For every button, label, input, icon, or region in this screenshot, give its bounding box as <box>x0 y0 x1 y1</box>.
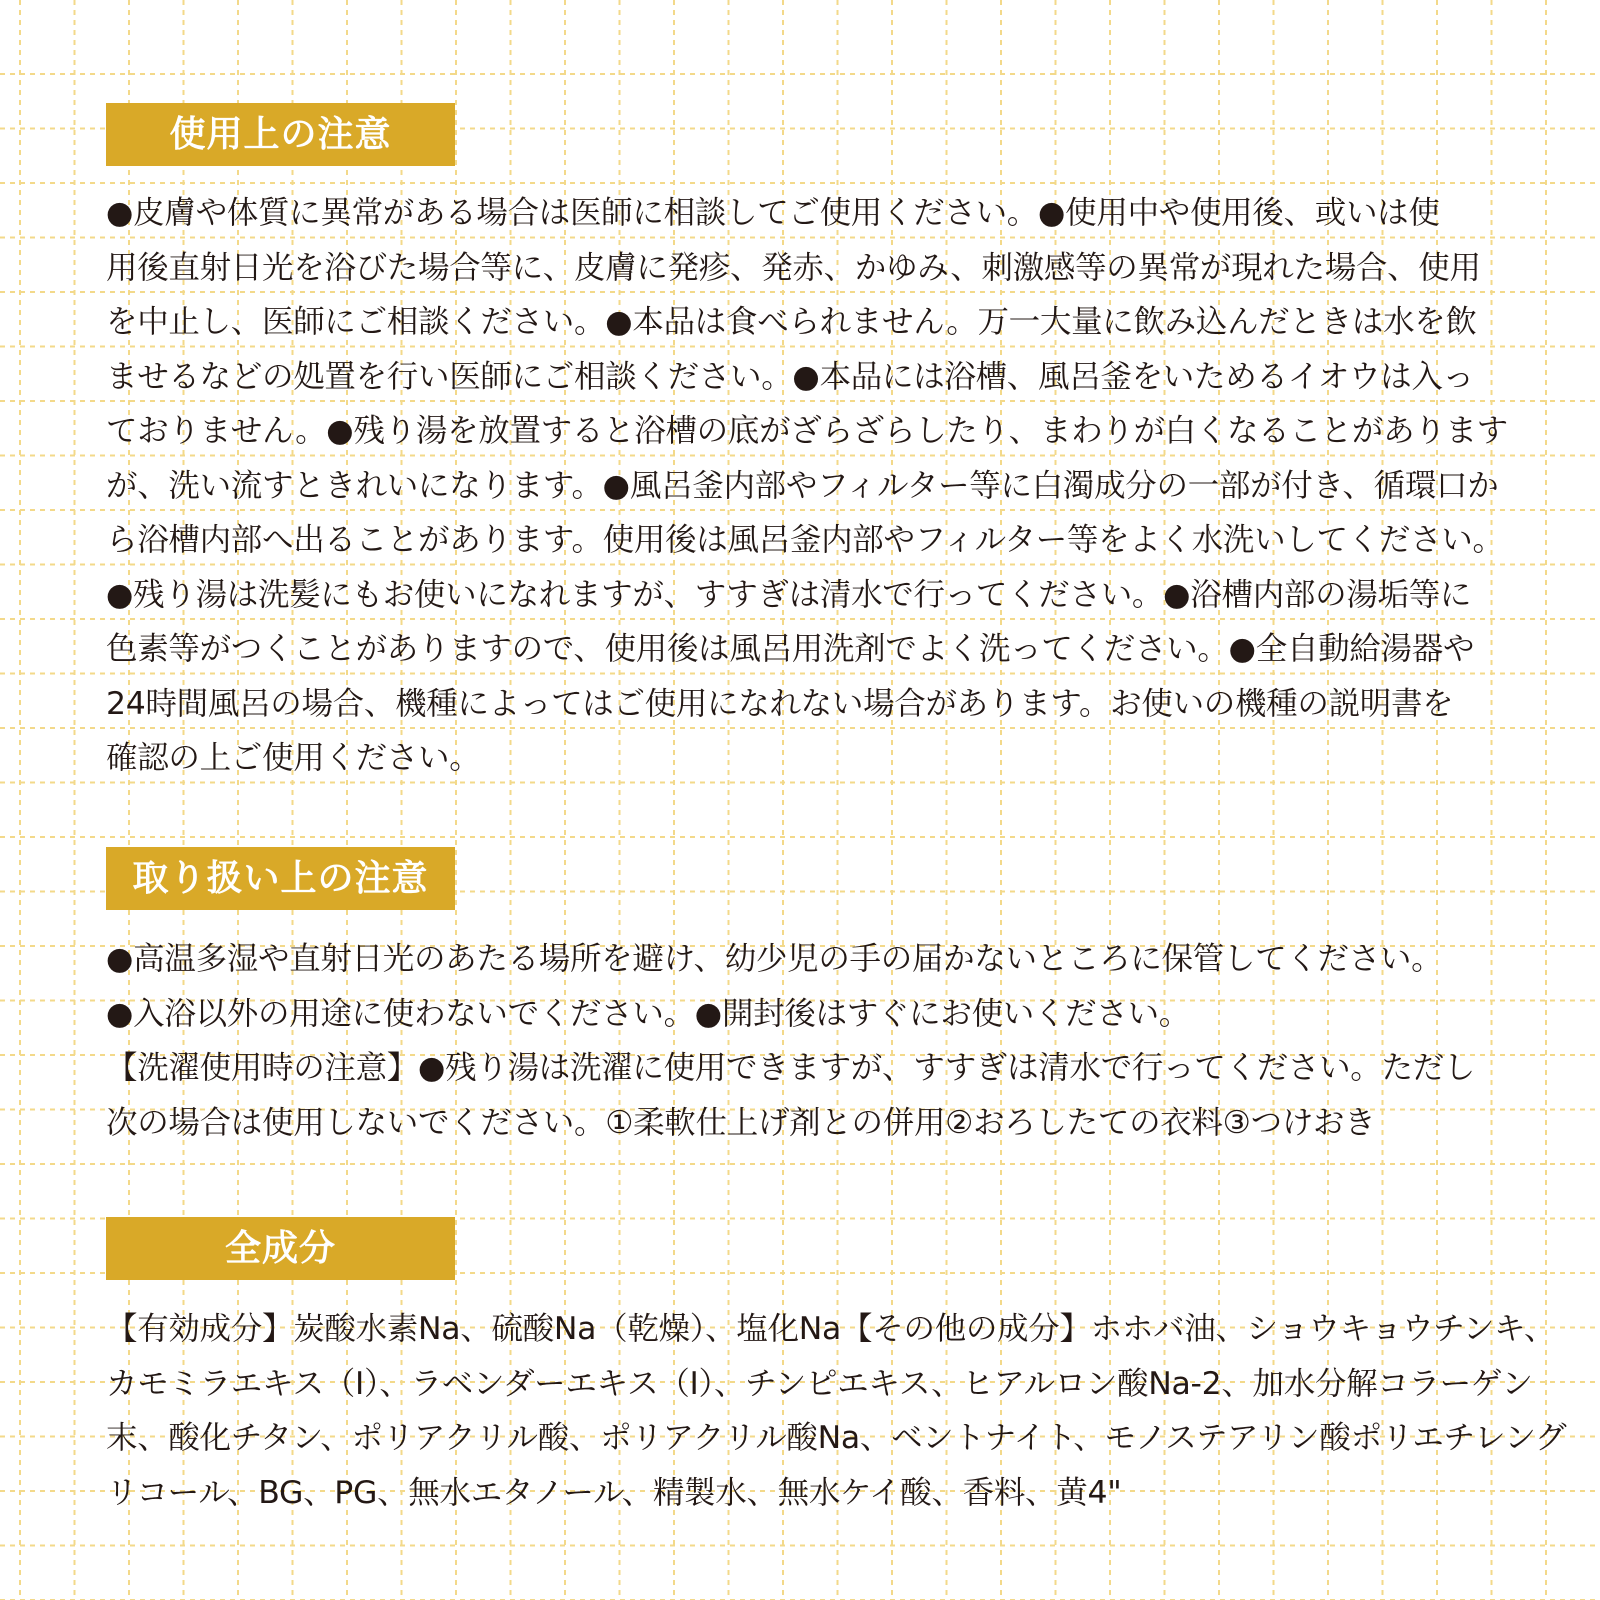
text-line: ●高温多湿や直射日光のあたる場所を避け、幼少児の手の届かないところに保管してください。 <box>106 941 1443 977</box>
section-title-usage-cautions: 使用上の注意 <box>106 103 455 166</box>
text-line: リコール、BG、PG、無水エタノール、精製水、無水ケイ酸、香料、黄4" <box>106 1474 1122 1511</box>
text-line: 24時間風呂の場合、機種によってはご使用になれない場合があります。お使いの機種の説明書を <box>106 685 1454 722</box>
text-line: 次の場合は使用しないでください。①柔軟仕上げ剤との併用②おろしたての衣料③つけおき <box>106 1104 1376 1141</box>
ingredients-text <box>106 1302 1567 1520</box>
text-line: 確認の上ご使用ください。 <box>106 740 481 776</box>
usage-cautions-text <box>106 186 1506 786</box>
section-title-handling-cautions: 取り扱い上の注意 <box>106 847 455 910</box>
text-line: 末、酸化チタン、ポリアクリル酸、ポリアクリル酸Na、ベントナイト、モノステアリン酸ポリエチレング <box>106 1420 1567 1456</box>
handling-cautions-text <box>106 932 1506 1150</box>
text-line: 【有効成分】炭酸水素Na、硫酸Na（乾燥）、塩化Na【その他の成分】ホホバ油、ショウキョウチンキ、 <box>106 1311 1556 1347</box>
text-line: ませるなどの処置を行い医師にご相談ください。●本品には浴槽、風呂釜をいためるイオウは入っ <box>106 358 1474 395</box>
text-line: 用後直射日光を浴びた場合等に、皮膚に発疹、発赤、かゆみ、刺激感等の異常が現れた場合、使用 <box>106 249 1481 286</box>
text-line: カモミラエキス（Ⅰ）、ラベンダーエキス（Ⅰ）、チンピエキス、ヒアルロン酸Na-2、加水分解コラーゲン <box>106 1365 1533 1402</box>
text-line: ●残り湯は洗髪にもお使いになれますが、すすぎは清水で行ってください。●浴槽内部の湯垢等に <box>106 576 1472 613</box>
text-line: を中止し、医師にご相談ください。●本品は食べられません。万一大量に飲み込んだときは水を飲 <box>106 304 1477 340</box>
text-line: ●入浴以外の用途に使わないでください。●開封後はすぐにお使いください。 <box>106 995 1190 1032</box>
text-line: 【洗濯使用時の注意】●残り湯は洗濯に使用できますが、すすぎは清水で行ってください。ただし <box>106 1050 1476 1086</box>
section-title-ingredients: 全成分 <box>106 1217 455 1280</box>
text-line: ておりません。●残り湯を放置すると浴槽の底がざらざらしたり、まわりが白くなることがあります <box>106 413 1508 449</box>
text-line: ●皮膚や体質に異常がある場合は医師に相談してご使用ください。●使用中や使用後、或いは使 <box>106 195 1440 231</box>
text-line: ら浴槽内部へ出ることがあります。使用後は風呂釜内部やフィルター等をよく水洗いしてください。 <box>106 522 1504 558</box>
text-line: が、洗い流すときれいになります。●風呂釜内部やフィルター等に白濁成分の一部が付き、循環口か <box>106 467 1499 504</box>
text-line: 色素等がつくことがありますので、使用後は風呂用洗剤でよく洗ってください。●全自動給湯器や <box>106 631 1475 667</box>
